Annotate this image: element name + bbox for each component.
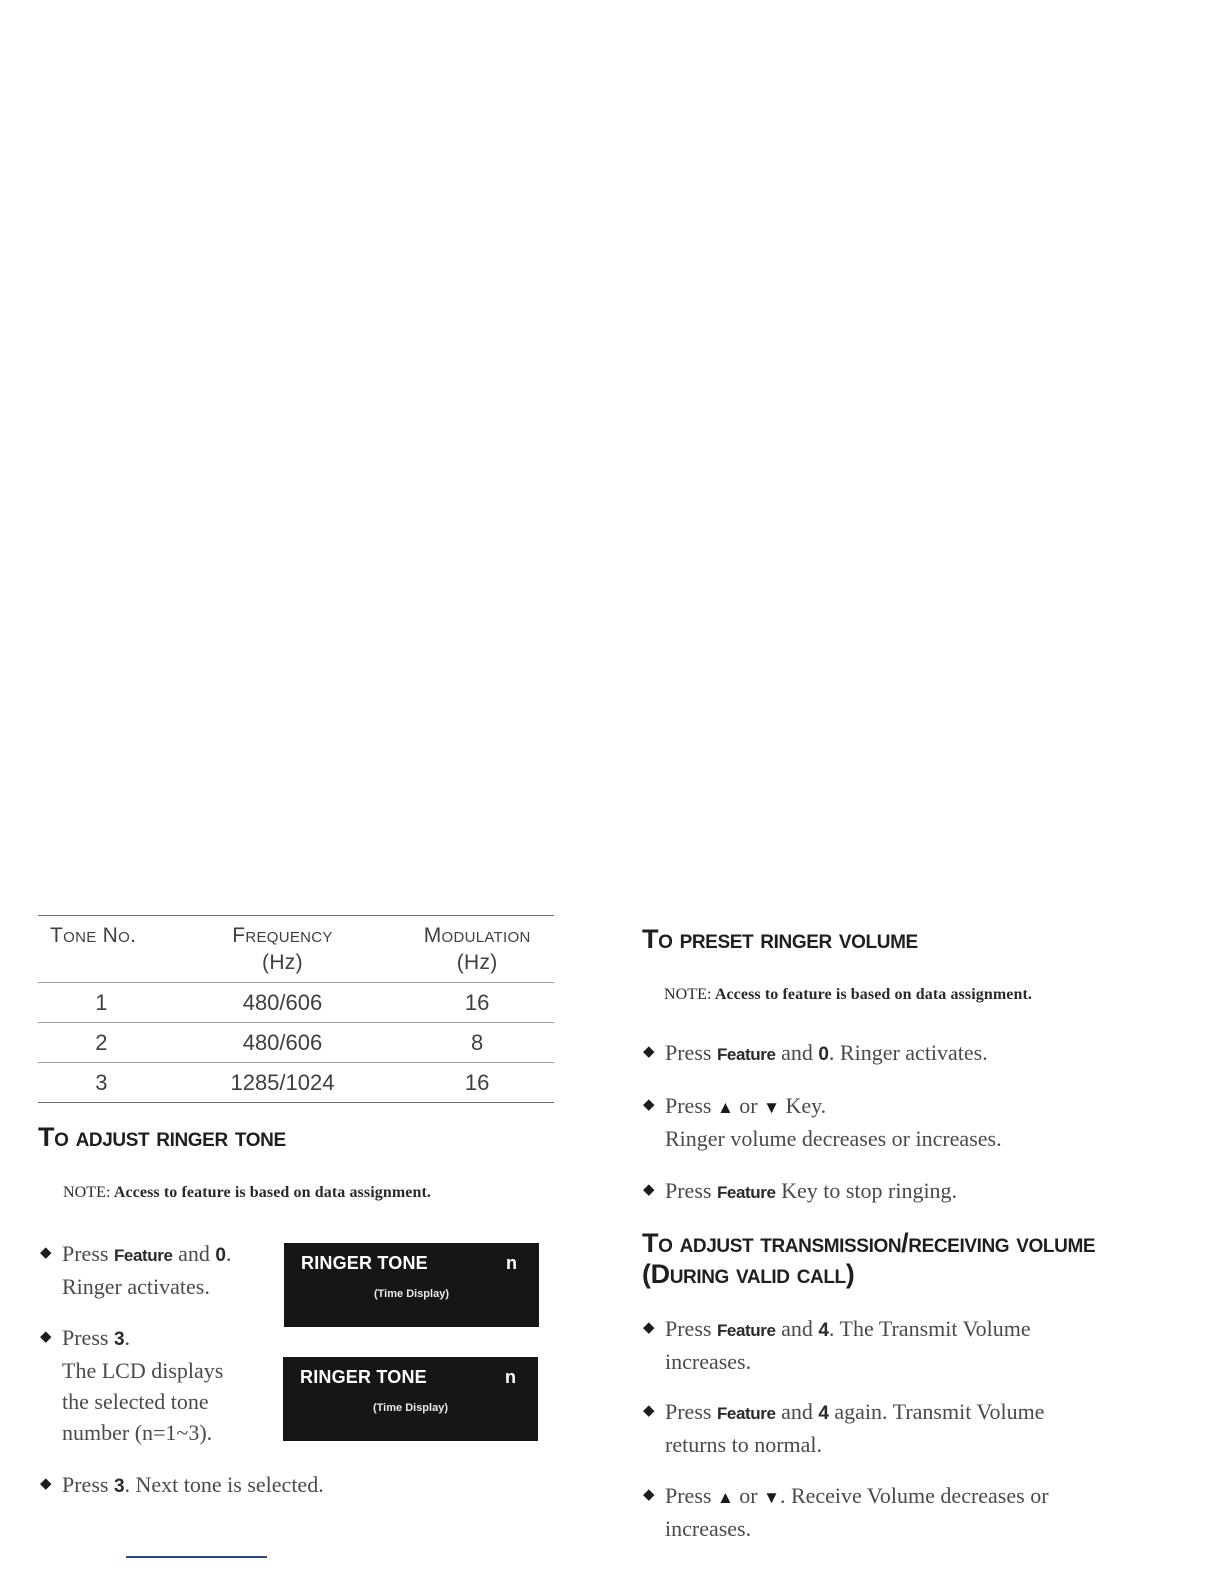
step-press-feature-0 (38, 1238, 292, 1302)
cell-tone-no: 1 (38, 983, 165, 1023)
diamond-bullet-icon: ◆ (643, 1044, 655, 1060)
step-text: returns to normal. (665, 1432, 823, 1457)
step-press-feature-4-again (641, 1396, 1205, 1460)
step-press-arrow-key (641, 1090, 1205, 1154)
lcd-text: RINGER TONE (300, 1367, 427, 1387)
note-label: NOTE: (664, 986, 712, 1003)
cell-modulation: 8 (400, 1023, 554, 1063)
table-row (38, 1063, 554, 1103)
step-text: and (781, 1399, 813, 1424)
diamond-bullet-icon: ◆ (643, 1487, 655, 1503)
cell-tone-no: 3 (38, 1063, 165, 1103)
step-text: . The Transmit Volume (828, 1316, 1031, 1341)
step-press-feature-0 (641, 1037, 1205, 1070)
step-text: and (781, 1040, 813, 1065)
step-text: again. Transmit Volume (834, 1399, 1045, 1424)
cell-modulation: 16 (400, 1063, 554, 1103)
note-data-assignment (63, 1184, 431, 1202)
key-number: 3 (113, 1329, 125, 1350)
step-text: Press (62, 1472, 109, 1497)
step-text: Press (62, 1241, 109, 1266)
step-text: the selected tone (62, 1389, 209, 1414)
feature-key-label: Feature (716, 1183, 776, 1202)
step-text: . Receive Volume decreases or (779, 1483, 1049, 1508)
lcd-display-ringer-tone (283, 1357, 538, 1441)
heading-adjust-transmission-volume (642, 1228, 1202, 1290)
table-row (38, 1023, 554, 1063)
key-number: 0 (818, 1044, 829, 1065)
cell-modulation: 16 (400, 983, 554, 1023)
feature-key-label: Feature (716, 1321, 776, 1340)
diamond-bullet-icon: ◆ (643, 1403, 655, 1419)
header-modulation: Modulation (Hz) (423, 924, 531, 974)
step-text: Key. (785, 1093, 827, 1118)
cell-frequency: 480/606 (165, 983, 401, 1023)
step-press-feature-4 (641, 1313, 1205, 1377)
step-text: Ringer activates. (62, 1274, 210, 1299)
table-row (38, 983, 554, 1023)
step-text: Press (665, 1483, 712, 1508)
key-number: 4 (818, 1320, 829, 1341)
feature-key-label: Feature (113, 1246, 173, 1265)
step-text: Press (665, 1040, 712, 1065)
note-data-assignment (664, 986, 1032, 1004)
step-text: . (124, 1325, 131, 1350)
heading-preset-ringer-volume: To preset ringer volume (642, 924, 918, 954)
lcd-subtext: (Time Display) (373, 1402, 448, 1414)
step-text: increases. (665, 1516, 752, 1541)
heading-line: To adjust transmission/receiving volume (642, 1228, 1096, 1258)
step-text: increases. (665, 1349, 752, 1374)
diamond-bullet-icon: ◆ (40, 1245, 52, 1261)
lcd-display-ringer-tone (284, 1243, 539, 1327)
key-number: 4 (818, 1403, 829, 1424)
footer-divider (126, 1556, 267, 1558)
key-number: 3 (113, 1476, 125, 1497)
step-text: Press (62, 1325, 109, 1350)
header-tone-no: Tone No. (50, 924, 137, 947)
key-number: 0 (215, 1245, 226, 1266)
step-text: . Next tone is selected. (124, 1472, 324, 1497)
step-press-3-display (38, 1322, 292, 1448)
cell-frequency: 480/606 (165, 1023, 401, 1063)
feature-key-label: Feature (716, 1404, 776, 1423)
lcd-text: RINGER TONE (301, 1253, 428, 1273)
step-text: and (178, 1241, 210, 1266)
ringer-tone-table (38, 915, 554, 1103)
diamond-bullet-icon: ◆ (643, 1320, 655, 1336)
diamond-bullet-icon: ◆ (643, 1182, 655, 1198)
step-text: Press (665, 1316, 712, 1341)
step-text: or (739, 1483, 758, 1508)
step-text: number (n=1~3). (62, 1420, 213, 1445)
diamond-bullet-icon: ◆ (40, 1476, 52, 1492)
step-press-3-next (38, 1469, 562, 1502)
down-triangle-icon: ▼ (763, 1098, 780, 1117)
step-press-feature-stop (641, 1175, 1205, 1208)
step-text: The LCD displays (62, 1358, 224, 1383)
step-text: Key to stop ringing. (781, 1178, 958, 1203)
up-triangle-icon: ▲ (716, 1098, 734, 1117)
cell-frequency: 1285/1024 (165, 1063, 401, 1103)
step-text: and (781, 1316, 813, 1341)
step-text: Press (665, 1178, 712, 1203)
heading-adjust-ringer-tone: To adjust ringer tone (38, 1122, 286, 1152)
diamond-bullet-icon: ◆ (643, 1097, 655, 1113)
note-text: Access to feature is based on data assignment. (714, 986, 1033, 1003)
lcd-tone-number: n (506, 1253, 517, 1273)
diamond-bullet-icon: ◆ (40, 1329, 52, 1345)
step-text: Ringer volume decreases or increases. (665, 1126, 1002, 1151)
step-text: Press (665, 1093, 712, 1118)
lcd-subtext: (Time Display) (374, 1288, 449, 1300)
cell-tone-no: 2 (38, 1023, 165, 1063)
table-header-row (38, 916, 554, 983)
step-text: . (225, 1241, 232, 1266)
note-label: NOTE: (63, 1184, 111, 1201)
lcd-tone-number: n (505, 1367, 516, 1387)
header-frequency: Frequency (Hz) (232, 924, 333, 974)
step-press-arrow-receive (641, 1480, 1205, 1544)
step-text: Press (665, 1399, 712, 1424)
note-text: Access to feature is based on data assignment. (113, 1184, 432, 1201)
step-text: . Ringer activates. (828, 1040, 988, 1065)
up-triangle-icon: ▲ (716, 1488, 734, 1507)
step-text: or (739, 1093, 758, 1118)
heading-line: (During valid call) (642, 1259, 855, 1289)
feature-key-label: Feature (716, 1045, 776, 1064)
down-triangle-icon: ▼ (763, 1488, 780, 1507)
